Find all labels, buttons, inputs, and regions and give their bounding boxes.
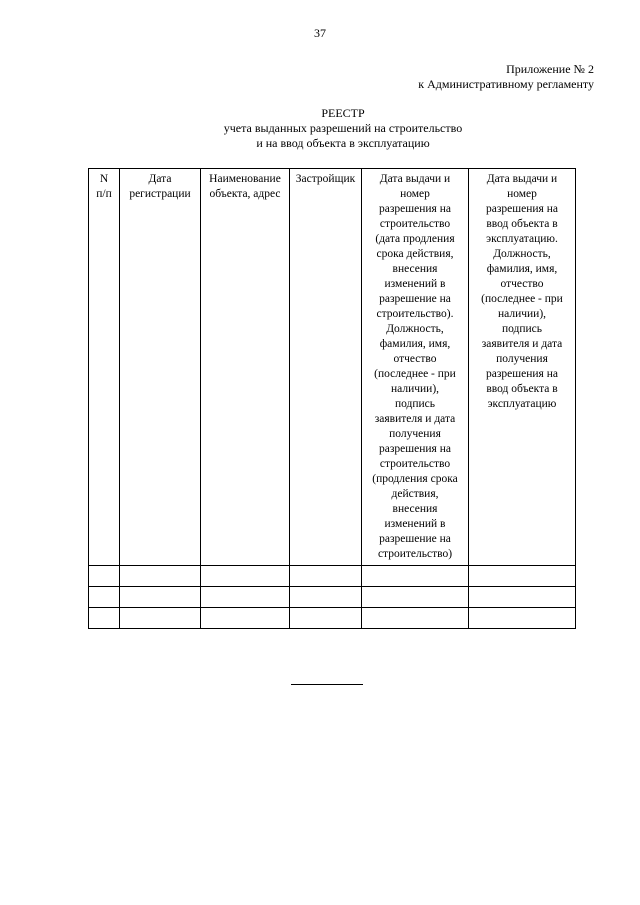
header-text-line: п/п (96, 188, 112, 200)
table-cell (120, 608, 201, 629)
table-cell (89, 587, 120, 608)
table-cell (290, 566, 362, 587)
appendix-line-1: Приложение № 2 (506, 62, 594, 76)
table-cell (362, 587, 469, 608)
header-text-line: Должность, (386, 323, 444, 335)
table-cell (469, 608, 576, 629)
header-text-line: (последнее - при (374, 368, 456, 380)
header-text-line: разрешение на (379, 293, 451, 305)
header-text-line: заявителя и дата (481, 338, 563, 350)
title-line-3: и на ввод объекта в эксплуатацию (256, 136, 430, 150)
header-text-line: наличии), (390, 383, 440, 395)
header-text-line: Застройщик (295, 173, 356, 185)
header-text-line: строительство). (376, 308, 454, 320)
header-text-line: номер (507, 188, 537, 200)
header-text-line: Должность, (493, 248, 551, 260)
header-text-line: подпись (394, 398, 436, 410)
header-text-line: N (99, 173, 109, 185)
table-cell (290, 587, 362, 608)
header-text-line: изменений в (384, 278, 446, 290)
header-text-line: разрешение на (379, 533, 451, 545)
header-text-line: разрешения на (379, 443, 451, 455)
table-cell (290, 608, 362, 629)
header-text-line: отчество (500, 278, 544, 290)
header-text-line: строительство (379, 218, 451, 230)
document-title (0, 106, 640, 151)
header-construction-permit (362, 169, 469, 566)
table-cell (201, 608, 290, 629)
header-text-line: Наименование (209, 173, 281, 185)
table-row (89, 608, 576, 629)
header-text-line: Дата выдачи и (379, 173, 451, 185)
header-text-line: отчество (393, 353, 437, 365)
table-cell (469, 587, 576, 608)
table-row (89, 566, 576, 587)
header-text-line: ввод объекта в (486, 218, 558, 230)
header-developer (290, 169, 362, 566)
header-text-line: действия, (391, 488, 439, 500)
header-text-line: строительство) (377, 548, 453, 560)
header-text-line: внесения (392, 263, 438, 275)
header-text-line: эксплуатацию (487, 398, 557, 410)
header-text-line: разрешения на (486, 368, 558, 380)
header-text-line: (продления срока (372, 473, 458, 485)
header-registration-date (120, 169, 201, 566)
header-text-line: номер (400, 188, 430, 200)
header-text-line: получения (496, 353, 548, 365)
header-text-line: Дата (148, 173, 172, 185)
table-cell (201, 587, 290, 608)
table-row (89, 587, 576, 608)
header-text-line: Дата выдачи и (486, 173, 558, 185)
header-commissioning-permit (469, 169, 576, 566)
header-text-line: разрешения на (379, 203, 451, 215)
header-text-line: объекта, адрес (209, 188, 281, 200)
appendix-line-2: к Административному регламенту (418, 77, 594, 91)
header-text-line: изменений в (384, 518, 446, 530)
table-cell (120, 587, 201, 608)
header-object-name-address (201, 169, 290, 566)
title-line-1: РЕЕСТР (321, 106, 365, 120)
table-cell (201, 566, 290, 587)
header-number (89, 169, 120, 566)
title-line-2: учета выданных разрешений на строительство (223, 121, 463, 135)
table-cell (89, 608, 120, 629)
header-text-line: (последнее - при (481, 293, 563, 305)
registry-table (88, 168, 576, 629)
header-text-line: регистрации (129, 188, 191, 200)
header-text-line: наличии), (497, 308, 547, 320)
table-cell (89, 566, 120, 587)
header-text-line: получения (389, 428, 441, 440)
table-cell (362, 608, 469, 629)
header-text-line: (дата продления (375, 233, 455, 245)
table-cell (469, 566, 576, 587)
header-text-line: строительство (379, 458, 451, 470)
header-text-line: эксплуатацию. (486, 233, 558, 245)
page-number: 37 (314, 26, 326, 40)
header-text-line: фамилия, имя, (486, 263, 558, 275)
table-cell (120, 566, 201, 587)
header-text-line: срока действия, (376, 248, 454, 260)
header-text-line: фамилия, имя, (379, 338, 451, 350)
closing-divider (291, 684, 363, 685)
header-text-line: заявителя и дата (374, 413, 456, 425)
table-header-row (89, 169, 576, 566)
header-text-line: внесения (392, 503, 438, 515)
appendix-note (418, 62, 594, 92)
header-text-line: разрешения на (486, 203, 558, 215)
header-text-line: ввод объекта в (486, 383, 558, 395)
header-text-line: подпись (501, 323, 543, 335)
table-cell (362, 566, 469, 587)
